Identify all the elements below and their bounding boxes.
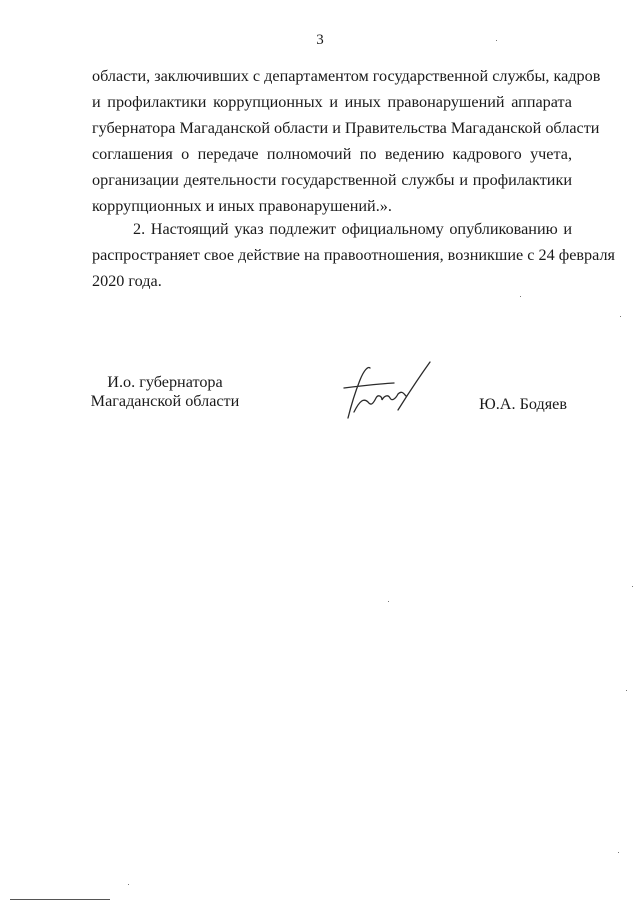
signatory-name: Ю.А. Бодяев	[479, 395, 567, 413]
paragraph-2-line: распространяет свое действие на правоотношения, возникшие с 24 февраля	[92, 246, 615, 264]
paragraph-1-line: области, заключивших с департаментом государственной службы, кадров	[92, 67, 601, 85]
paragraph-2	[92, 216, 615, 294]
paragraph-1-line: соглашения о передаче полномочий по ведению кадрового учета,	[92, 145, 572, 163]
signatory-title-line: Магаданской области	[90, 392, 240, 410]
footer-rule	[10, 899, 110, 900]
paragraph-1-line: и профилактики коррупционных и иных правонарушений аппарата	[92, 93, 572, 111]
signatory-title-line: И.о. губернатора	[107, 373, 223, 391]
scan-speck	[620, 316, 621, 317]
paragraph-1-line: коррупционных и иных правонарушений.».	[92, 197, 392, 215]
page-number: 3	[316, 32, 324, 48]
signatory-title	[60, 373, 270, 411]
scan-speck	[128, 884, 129, 885]
scan-speck	[618, 852, 619, 853]
paragraph-2-line: 2020 года.	[92, 272, 162, 290]
scan-speck	[388, 601, 389, 602]
paragraph-1	[92, 63, 601, 219]
scan-speck	[632, 586, 633, 587]
scan-speck	[496, 40, 497, 41]
scan-speck	[520, 296, 521, 297]
scan-speck	[626, 690, 627, 691]
paragraph-1-line: организации деятельности государственной службы и профилактики	[92, 171, 572, 189]
paragraph-1-line: губернатора Магаданской области и Правительства Магаданской области	[92, 119, 600, 137]
handwritten-signature	[338, 356, 438, 428]
paragraph-2-line: 2. Настоящий указ подлежит официальному опубликованию и	[133, 220, 572, 238]
